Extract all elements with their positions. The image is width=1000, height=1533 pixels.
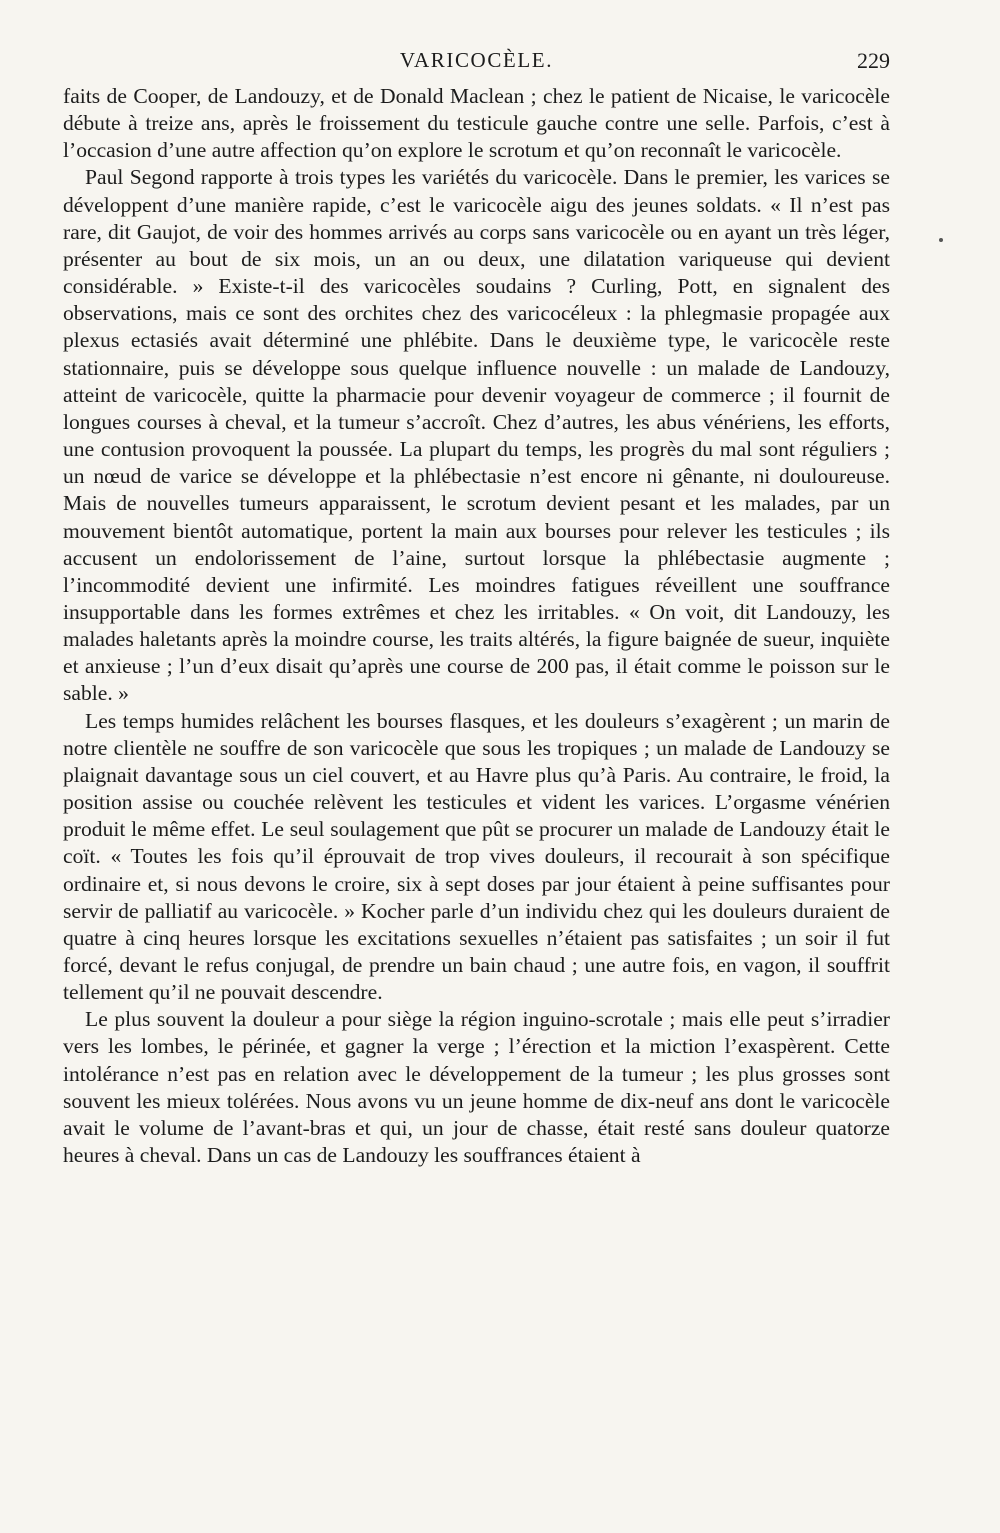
print-speck — [939, 238, 943, 242]
page-number: 229 — [857, 48, 890, 73]
running-title: VARICOCÈLE. — [399, 48, 554, 72]
body-text — [63, 83, 890, 1169]
paragraph-pain-location: Le plus souvent la douleur a pour siège la région inguino-scrotale ; mais elle peut s’irradier vers les lombes, le périnée, et gagner la verge ; l’érection et la miction l’exaspèrent. Cette intolérance n’est pas en relation avec le développement de la tumeur ; les plus grosses sont souvent les mieux tolérées. Nous avons vu un jeune homme de dix-neuf ans dont le varicocèle avait le volume de l’avant-bras et qui, un jour de chasse, était resté sans douleur quatorze heures à cheval. Dans un cas de Landouzy les souffrances étaient à — [63, 1007, 890, 1168]
paragraph-humid-weather: Les temps humides relâchent les bourses flasques, et les douleurs s’exagèrent ; un marin de notre clientèle ne souffre de son varicocèle que sous les tropiques ; un malade de Landouzy se plaignait davantage sous un ciel couvert, et au Havre plus qu’à Paris. Au contraire, le froid, la position assise ou couchée relèvent les testicules et vident les varices. L’orgasme vénérien produit le même effet. Le seul soulagement que pût se procurer un malade de Landouzy était le coït. « Toutes les fois qu’il éprouvait de trop vives douleurs, il recourait à son spécifique ordinaire et, si nous devons le croire, six à sept doses par jour étaient à peine suffisantes pour servir de palliatif au varicocèle. » Kocher parle d’un individu chez qui les douleurs duraient de quatre à cinq heures lorsque les excitations sexuelles n’étaient pas satisfaites ; un soir il fut forcé, devant le refus conjugal, de prendre un bain chaud ; une autre fois, en vagon, il souffrit tellement qu’il ne pouvait descendre. — [63, 708, 890, 1005]
paragraph-segond-types: Paul Segond rapporte à trois types les variétés du varicocèle. Dans le premier, les varices se développent d’une manière rapide, c’est le varicocèle aigu des jeunes soldats. « Il n’est pas rare, dit Gaujot, de voir des hommes arrivés au corps sans varicocèle ou en ayant un très léger, présenter au bout de six mois, un an ou deux, une dilatation variqueuse qui devient considérable. » Existe-t-il des varicocèles soudains ? Curling, Pott, en signalent des observations, mais ce sont des orchites chez des varicocéleux : la phlegmasie propagée aux plexus ectasiés avait déterminé une phlébite. Dans le deuxième type, le varicocèle reste stationnaire, puis se développe sous quelque influence nouvelle : un malade de Landouzy, atteint de varicocèle, quitte la pharmacie pour devenir voyageur de commerce ; il fournit de longues courses à cheval, et la tumeur s’accroît. Chez d’autres, les abus vénériens, les efforts, une contusion provoquent la poussée. La plupart du temps, les progrès du mal sont réguliers ; un nœud de varice se développe et la phlébectasie n’est encore ni gênante, ni douloureuse. Mais de nouvelles tumeurs apparaissent, le scrotum devient pesant et les malades, par un mouvement bientôt automatique, portent la main aux bourses pour relever les testicules ; ils accusent un endolorissement de l’aine, surtout lorsque la phlébectasie augmente ; l’incommodité devient une infirmité. Les moindres fatigues réveillent une souffrance insupportable dans les formes extrêmes et chez les irritables. « On voit, dit Landouzy, les malades haletants après la moindre course, les traits altérés, la figure baignée de sueur, inquiète et anxieuse ; l’un d’eux disait qu’après une course de 200 pas, il était comme le poisson sur le sable. » — [63, 165, 890, 706]
paragraph-continued: faits de Cooper, de Landouzy, et de Donald Maclean ; chez le patient de Nicaise, le varicocèle débute à treize ans, après le froissement du testicule gauche contre une selle. Parfois, c’est à l’occasion d’une autre affection qu’on explore le scrotum et qu’on reconnaît le varicocèle. — [63, 84, 890, 163]
running-head — [63, 48, 890, 82]
